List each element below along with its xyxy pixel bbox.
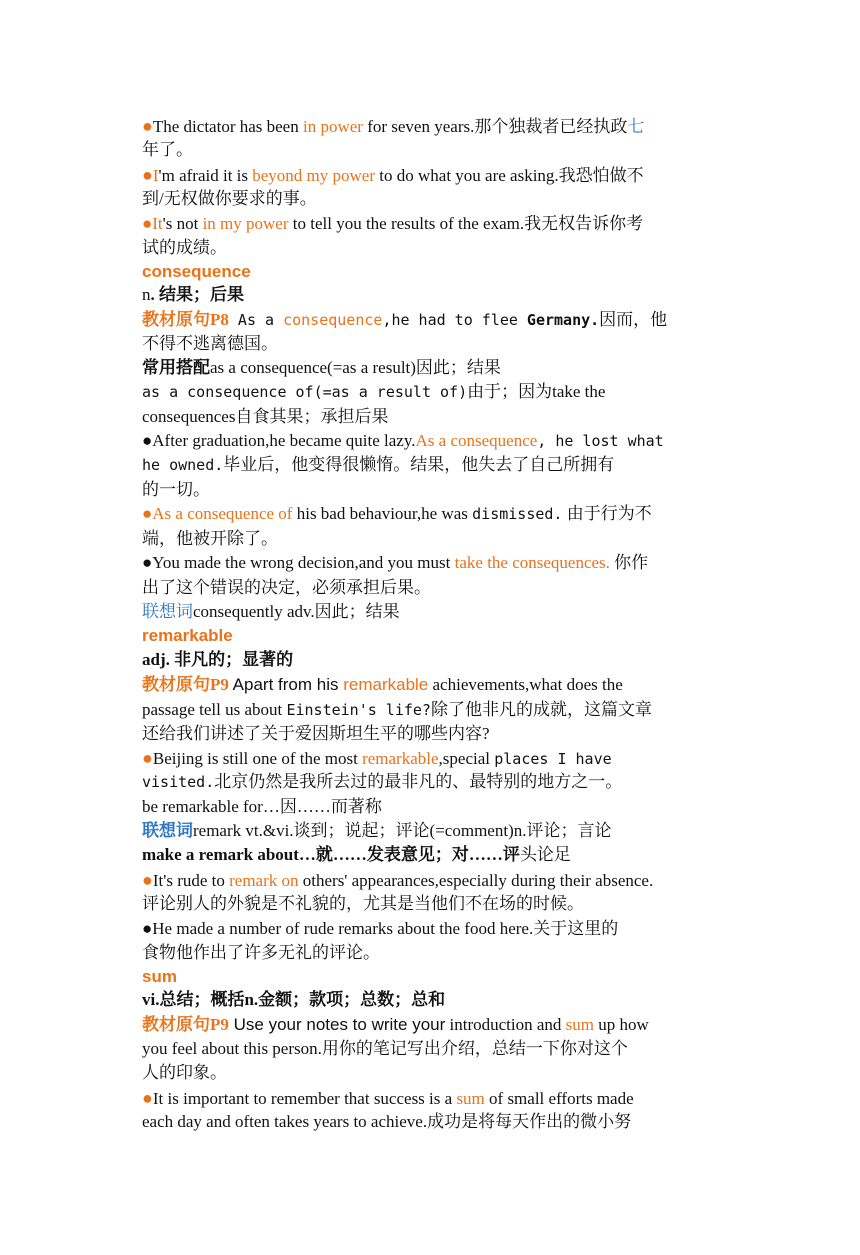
- text-run: Germany.: [526, 311, 600, 329]
- bullet-icon: ●: [142, 165, 153, 185]
- text-line: [142, 917, 722, 941]
- text-line: [142, 551, 722, 575]
- text-run: 头论足: [519, 845, 571, 864]
- text-run: remarkable: [343, 675, 429, 694]
- text-run: consequence: [142, 262, 251, 281]
- text-run: beyond my power: [252, 166, 376, 185]
- text-run: 年了。: [142, 140, 193, 159]
- text-run: 七: [627, 117, 645, 136]
- text-line: [142, 1037, 722, 1061]
- text-run: n: [142, 285, 151, 304]
- text-run: It is important to remember that success is a: [152, 1089, 457, 1108]
- text-run: adj. 非凡的；显著的: [142, 650, 294, 669]
- text-line: [142, 965, 722, 989]
- text-run: Beijing is still one of the most: [152, 749, 363, 768]
- text-line: [142, 795, 722, 819]
- text-run: consequently adv.因此；结果: [193, 602, 400, 621]
- bullet-icon: ●: [142, 116, 153, 136]
- text-line: [142, 988, 722, 1012]
- text-run: in power: [302, 117, 363, 136]
- text-run: ●He made a number of rude remarks about the food here.关于这里的: [142, 919, 619, 938]
- text-line: [142, 356, 722, 380]
- text-line: [142, 187, 722, 211]
- text-run: sum: [142, 967, 177, 986]
- text-run: I: [152, 166, 159, 185]
- text-line: [142, 746, 722, 771]
- text-run: 联想词: [142, 602, 193, 621]
- text-run: As a: [228, 311, 284, 329]
- text-run: ●You made the wrong decision,and you must: [142, 553, 455, 572]
- text-run: remarkable: [142, 626, 233, 645]
- text-run: in my power: [202, 214, 289, 233]
- text-run: each day and often takes years to achieve.成功是将每天作出的微小努: [142, 1112, 632, 1131]
- text-run: introduction and: [445, 1015, 566, 1034]
- text-line: [142, 698, 722, 722]
- text-line: [142, 1110, 722, 1134]
- text-line: [142, 892, 722, 916]
- text-line: [142, 868, 722, 893]
- text-line: [142, 212, 722, 236]
- text-line: [142, 941, 722, 965]
- text-run: . 结果；后果: [150, 285, 244, 304]
- text-line: [142, 478, 722, 502]
- text-run: 教材原句P9: [142, 675, 229, 694]
- text-run: of small efforts made: [484, 1089, 634, 1108]
- text-run: visited.: [142, 773, 215, 791]
- text-line: [142, 502, 722, 526]
- text-line: [142, 1013, 722, 1037]
- text-run: The dictator has been: [152, 117, 303, 136]
- text-run: ●After graduation,he became quite lazy.: [142, 431, 416, 450]
- text-run: 的一切。: [142, 480, 210, 499]
- text-run: others' appearances,especially during their absence.: [298, 871, 654, 890]
- text-run: Use your notes to write your: [228, 1015, 446, 1034]
- text-run: , he lost what: [537, 432, 664, 450]
- text-run: as a consequence of(=as a result of): [142, 383, 468, 401]
- bullet-icon: ●: [142, 870, 153, 890]
- bullet-icon: ●: [142, 748, 153, 768]
- text-line: [142, 283, 722, 307]
- text-run: 教材原句P8: [142, 310, 229, 329]
- text-run: up how: [594, 1015, 649, 1034]
- text-run: sum: [456, 1089, 485, 1108]
- text-run: to do what you are asking.我恐怕做不: [375, 166, 644, 185]
- text-run: 北京仍然是我所去过的最非凡的、最特别的地方之一。: [214, 772, 623, 791]
- text-run: 因而，他: [599, 310, 668, 329]
- text-run: 教材原句P9: [142, 1015, 229, 1034]
- text-line: [142, 1086, 722, 1111]
- text-line: [142, 722, 722, 746]
- text-run: 出了这个错误的决定，必须承担后果。: [142, 578, 431, 597]
- text-run: as a consequence(=as a result)因此；结果: [210, 358, 501, 377]
- text-run: for seven years.那个独裁者已经执政: [362, 117, 628, 136]
- text-run: 由于行为不: [562, 504, 652, 523]
- text-run: remark vt.&vi.谈到；说起；评论(=comment)n.评论；言论: [193, 821, 612, 840]
- text-run: 评论别人的外貌是不礼貌的，尤其是当他们不在场的时候。: [142, 894, 584, 913]
- text-run: ●It: [142, 214, 163, 233]
- text-run: 'm afraid it is: [158, 166, 253, 185]
- text-run: Einstein's life?: [286, 701, 431, 719]
- text-run: 试的成绩。: [142, 238, 227, 257]
- text-run: 到/无权做你要求的事。: [142, 189, 317, 208]
- text-run: remark on: [229, 871, 299, 890]
- text-line: [142, 600, 722, 624]
- text-line: [142, 673, 722, 697]
- text-run: 除了他非凡的成就，这篇文章: [430, 700, 652, 719]
- text-run: 还给我们讲述了关于爱因斯坦生平的哪些内容?: [142, 724, 490, 743]
- text-run: ●As a consequence of: [142, 504, 293, 523]
- text-run: ,special: [438, 749, 495, 768]
- text-run: make a remark about…就……发表意见；对……评: [142, 845, 520, 864]
- text-line: [142, 648, 722, 672]
- text-run: 不得不逃离德国。: [142, 334, 278, 353]
- text-run: consequences自食其果；承担后果: [142, 407, 389, 426]
- text-run: to tell you the results of the exam.我无权告诉你考: [288, 214, 644, 233]
- text-run: 端，他被开除了。: [142, 529, 278, 548]
- text-run: sum: [565, 1015, 595, 1034]
- text-run: 人的印象。: [142, 1063, 227, 1082]
- text-line: [142, 770, 722, 794]
- text-line: [142, 453, 722, 477]
- text-line: [142, 843, 722, 867]
- text-run: achievements,what does the: [428, 675, 623, 694]
- text-run: Apart from his: [228, 675, 344, 694]
- text-run: his bad behaviour,he was: [292, 504, 473, 523]
- text-run: passage tell us about: [142, 700, 287, 719]
- text-run: you feel about this person.用你的笔记写出介绍，总结一下你对这个: [142, 1039, 628, 1058]
- text-line: [142, 576, 722, 600]
- text-line: [142, 138, 722, 162]
- text-line: [142, 1061, 722, 1085]
- text-run: take the consequences.: [454, 553, 610, 572]
- text-run: 常用搭配: [142, 358, 210, 377]
- text-line: [142, 308, 722, 332]
- text-line: [142, 380, 722, 404]
- text-run: 毕业后，他变得很懒惰。结果，他失去了自己所拥有: [223, 455, 615, 474]
- text-line: [142, 405, 722, 429]
- text-run: ,he had to flee: [382, 311, 527, 329]
- text-run: consequence: [283, 311, 383, 329]
- bullet-icon: ●: [142, 1088, 153, 1108]
- text-run: As a consequence: [415, 431, 538, 450]
- text-line: [142, 527, 722, 551]
- text-run: places I have: [494, 750, 612, 768]
- text-line: [142, 624, 722, 648]
- text-run: he owned.: [142, 456, 224, 474]
- text-run: 你作: [609, 553, 649, 572]
- text-line: [142, 236, 722, 260]
- text-run: 's not: [162, 214, 203, 233]
- text-run: remarkable: [362, 749, 439, 768]
- text-line: [142, 332, 722, 356]
- text-run: 由于；因为take the: [467, 382, 606, 401]
- text-run: vi.总结；概括n.金额；款项；总数；总和: [142, 990, 446, 1009]
- text-line: [142, 163, 722, 188]
- text-run: It's rude to: [152, 871, 230, 890]
- text-run: dismissed.: [472, 505, 563, 523]
- text-line: [142, 260, 722, 284]
- text-line: [142, 114, 722, 139]
- text-run: 联想词: [142, 821, 193, 840]
- text-run: 食物他作出了许多无礼的评论。: [142, 943, 380, 962]
- text-line: [142, 819, 722, 843]
- text-line: [142, 429, 722, 453]
- text-run: be remarkable for…因……而著称: [142, 797, 382, 816]
